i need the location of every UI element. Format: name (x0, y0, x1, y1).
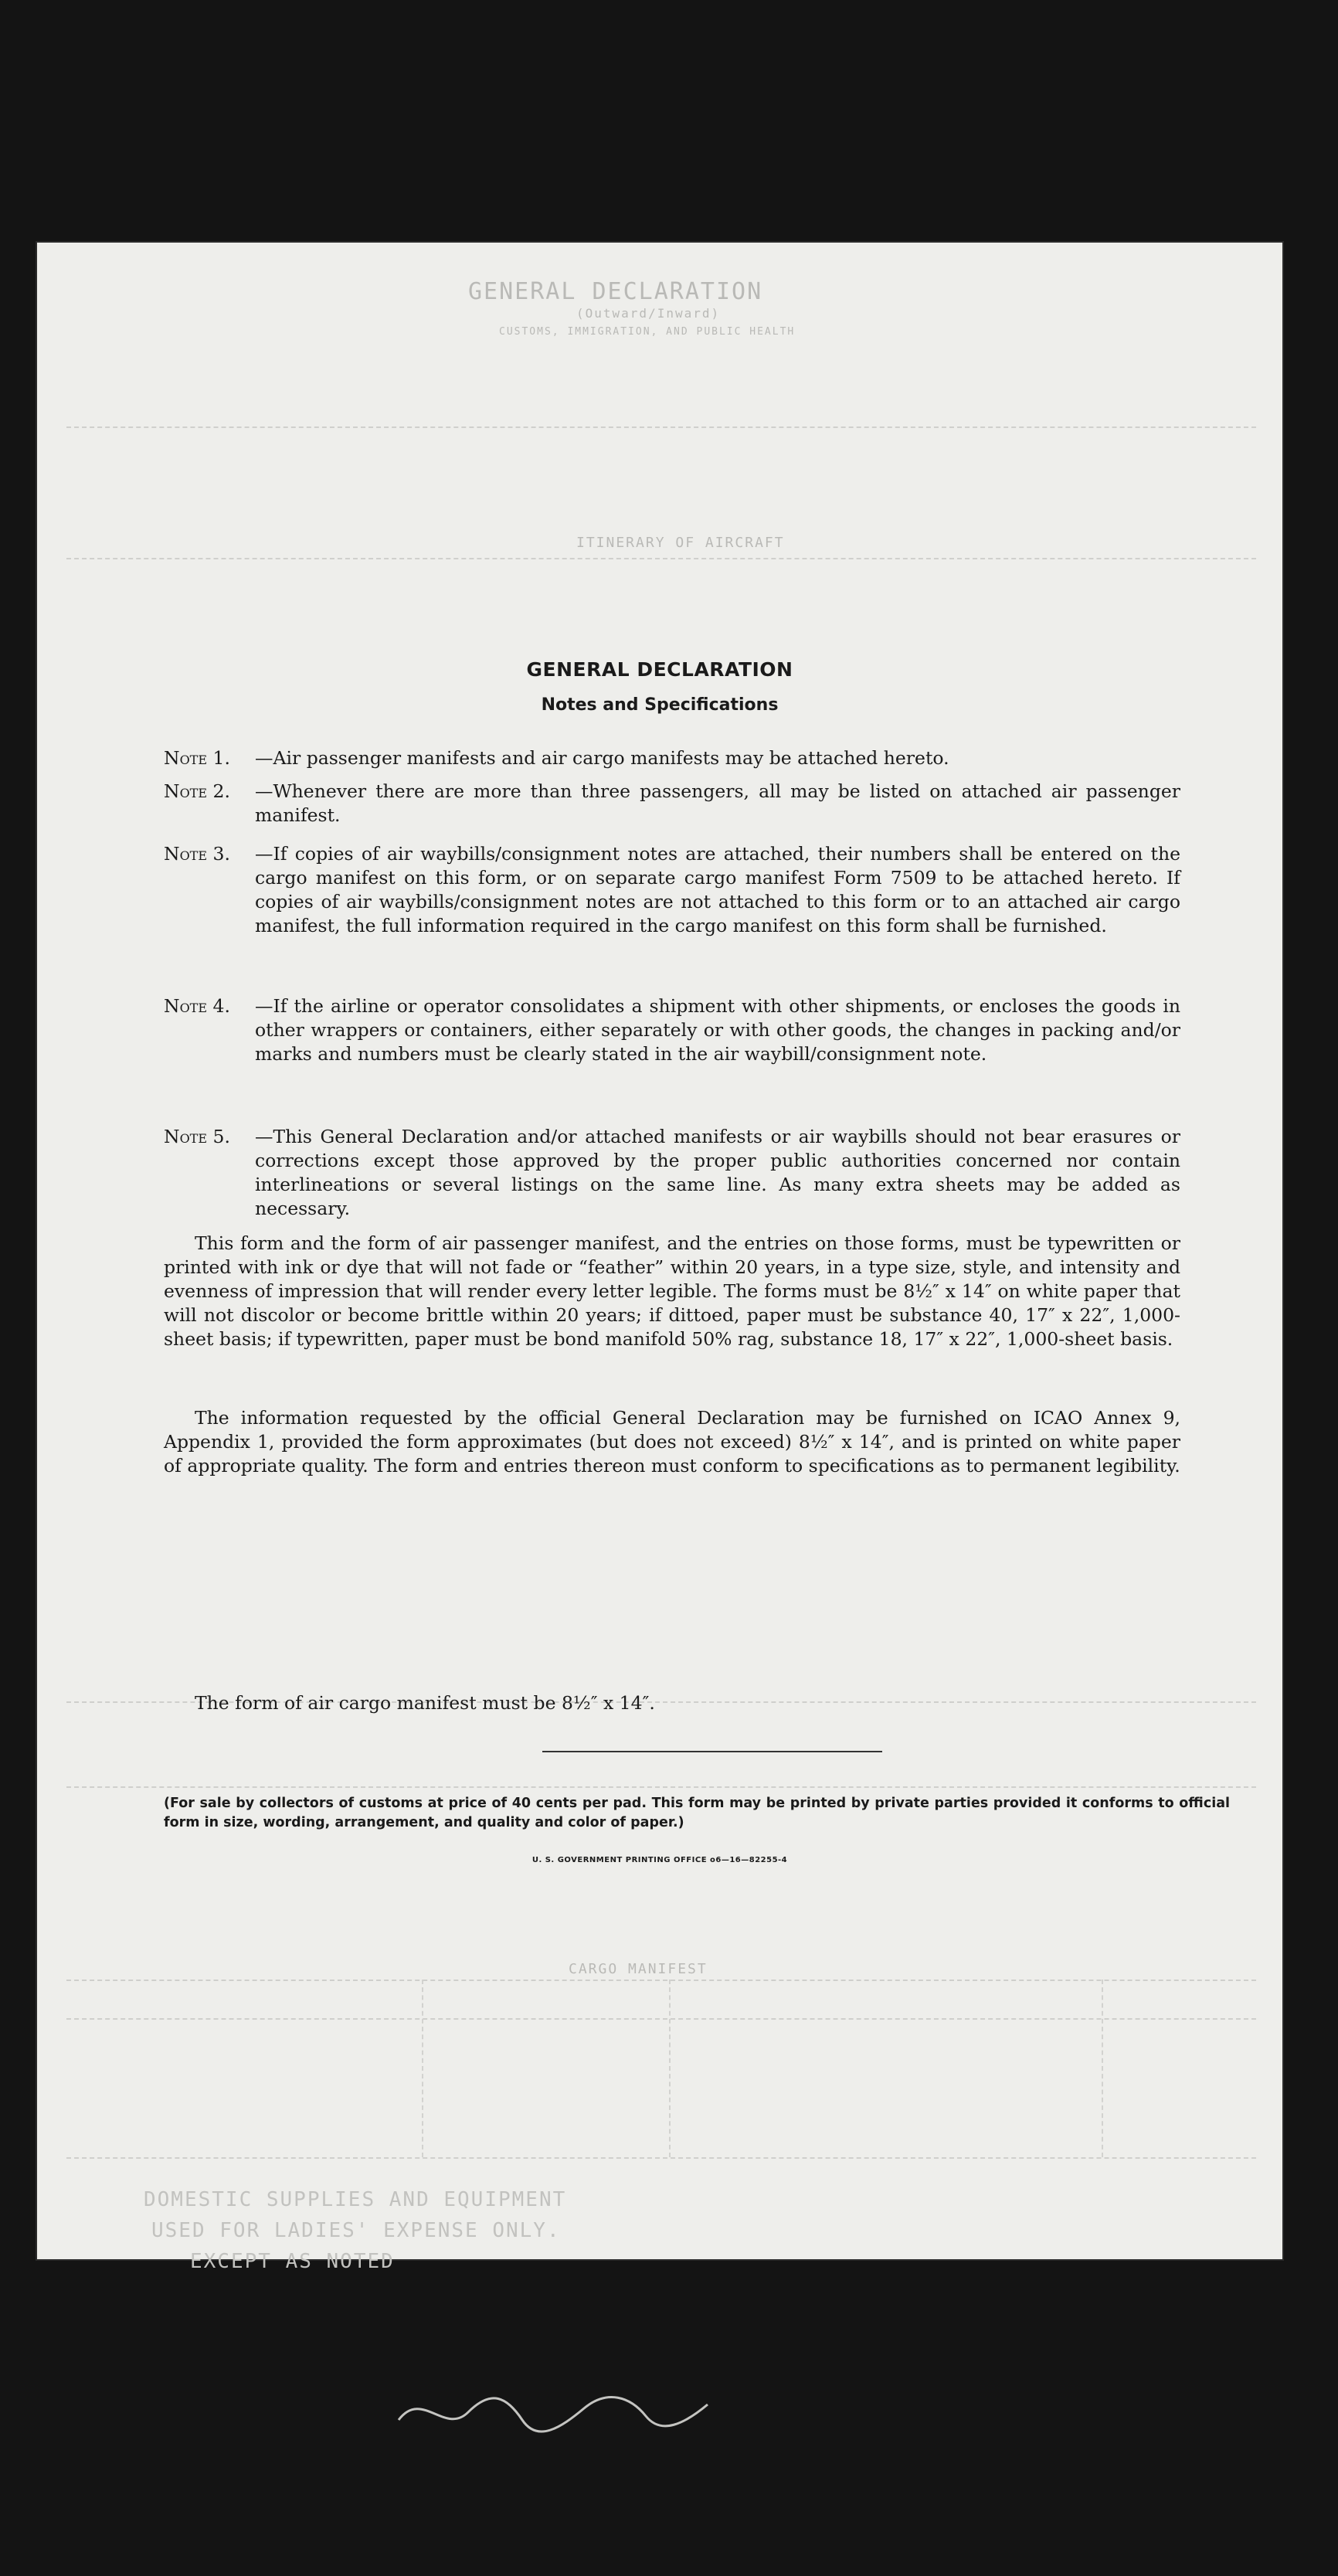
note-text: —If the airline or operator consolidates a shipment with other shipments, or encloses the goods in other wrappers or containers, either separately or with other goods, the changes in packing and/or marks and numbers must be clearly stated in the air waybill/consignment note. (255, 995, 1180, 1065)
note-3 (164, 842, 1180, 938)
bleed-through-rule (1102, 1980, 1103, 2157)
bleed-through-section: ITINERARY OF AIRCRAFT (576, 535, 785, 551)
bleed-through-header: GENERAL DECLARATION (468, 278, 763, 305)
note-label: Note 3. (164, 843, 230, 865)
note-label: Note 5. (164, 1126, 230, 1147)
note-4 (164, 994, 1180, 1066)
bleed-through-stamp: USED FOR LADIES' EXPENSE ONLY. (151, 2219, 561, 2242)
note-text: —Air passenger manifests and air cargo manifests may be attached hereto. (255, 747, 949, 769)
bleed-through-subheader: (Outward/Inward) (576, 306, 721, 321)
bleed-through-rule (66, 558, 1256, 559)
note-label: Note 2. (164, 780, 230, 802)
paragraph-icao: The information requested by the official General Declaration may be furnished on ICAO Annex 9, Appendix 1, provided the form approximates (but does not exceed) 8½″ x 14″, and is printed on white paper of appropriate quality. The form and entries thereon must conform to specifications as to permanent legibility. (164, 1407, 1180, 1477)
bleed-through-rule (422, 1980, 423, 2157)
bleed-through-section: CARGO MANIFEST (569, 1961, 708, 1977)
note-text: —Whenever there are more than three passengers, all may be listed on attached air passenger manifest. (255, 780, 1180, 826)
page-title: GENERAL DECLARATION (526, 658, 793, 681)
note-text: —This General Declaration and/or attached manifests or air waybills should not bear erasures or corrections except those approved by the proper public authorities concerned nor contain interlineations or several listings on the same line. As many extra sheets may be added as necessary. (255, 1126, 1180, 1219)
bleed-through-rule (66, 2157, 1256, 2159)
note-label: Note 1. (164, 747, 230, 769)
divider (542, 1751, 882, 1752)
note-2 (164, 780, 1180, 828)
note-1 (164, 746, 1180, 770)
page-subtitle: Notes and Specifications (541, 695, 779, 715)
note-label: Note 4. (164, 995, 230, 1017)
cargo-manifest-size-note: The form of air cargo manifest must be 8½″ x 14″. (195, 1692, 655, 1714)
bleed-through-subheader: CUSTOMS, IMMIGRATION, AND PUBLIC HEALTH (499, 326, 796, 338)
bleed-through-rule (66, 427, 1256, 428)
bleed-through-stamp: EXCEPT AS NOTED (190, 2250, 395, 2273)
document-page (36, 241, 1284, 2273)
bleed-through-rule (669, 1980, 671, 2157)
sale-notice: (For sale by collectors of customs at price of 40 cents per pad. This form may be printed by private parties provided it conforms to official form in size, wording, arrangement, and quality and color of paper.) (164, 1796, 1230, 1830)
note-5 (164, 1125, 1180, 1221)
bleed-through-stamp: DOMESTIC SUPPLIES AND EQUIPMENT (144, 2188, 567, 2211)
printing-office-imprint: U. S. GOVERNMENT PRINTING OFFICE o6—16—82255-4 (531, 1856, 788, 1864)
bleed-through-rule (66, 2018, 1256, 2020)
paragraph-legibility: This form and the form of air passenger manifest, and the entries on those forms, must be typewritten or printed with ink or dye that will not fade or “feather” within 20 years, in a type size, style, and intensity and evenness of impression that will render every letter legible. The forms must be 8½″ x 14″ on white paper that will not discolor or become brittle within 20 years; if dittoed, paper must be substance 40, 17″ x 22″, 1,000-sheet basis; if typewritten, paper must be bond manifold 50% rag, substance 18, 17″ x 22″, 1,000-sheet basis. (164, 1232, 1180, 1350)
signature-bleed-through (391, 2381, 715, 2443)
bleed-through-rule (66, 1786, 1256, 1788)
note-text: —If copies of air waybills/consignment notes are attached, their numbers shall be entered on the cargo manifest on this form, or on separate cargo manifest Form 7509 to be attached hereto. If copies of air waybills/consignment notes are not attached to this form or to an attached air cargo manifest, the full information required in the cargo manifest on this form shall be furnished. (255, 843, 1180, 936)
bleed-through-rule (66, 1980, 1256, 1981)
